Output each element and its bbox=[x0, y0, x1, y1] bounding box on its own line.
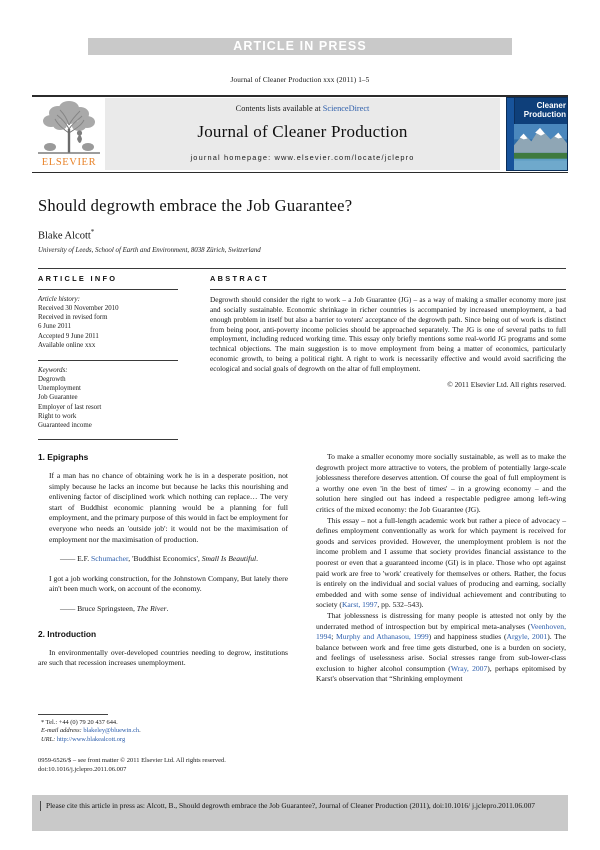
body-column-right bbox=[316, 452, 566, 685]
sciencedirect-link[interactable]: ScienceDirect bbox=[322, 104, 370, 113]
issn-line: 0959-6526/$ – see front matter © 2011 Elsevier Ltd. All rights reserved. bbox=[38, 757, 226, 764]
elsevier-wordmark: ELSEVIER bbox=[41, 157, 97, 168]
info-abstract-top-rule bbox=[38, 268, 566, 269]
right-para3-part-a: That joblessness is distressing for many people is attested not only by the underrated method of introspection but by empirical meta-analyses ( bbox=[316, 610, 566, 631]
epigraph-1-attr-mid: , 'Buddhist Economics', bbox=[128, 554, 202, 564]
article-info-column bbox=[38, 274, 190, 445]
footnote-rule bbox=[38, 714, 108, 715]
reference-link-veenhoven-1994[interactable]: Veenhoven, 1994 bbox=[316, 621, 566, 642]
epigraph-1-attr-prefix: —— E.F. bbox=[60, 554, 92, 564]
article-history-label: Article history: bbox=[38, 295, 80, 303]
right-paragraph-1: To make a smaller economy more socially sustainable, as well as to make the degrowth project more attractive to voters, the problem of potentially large-scale joblessness therefore deserves attention. Of course the goal of full employment is a worthy one even 'in the best of times' – in a growing economy – and the solution here singled out has indeed a respectable pedigree among left-wing critics of the mixed economy: the Job Guarantee (JG). bbox=[316, 452, 566, 514]
right-paragraph-2 bbox=[316, 516, 566, 611]
article-info-rule-1 bbox=[38, 289, 178, 290]
abstract-column bbox=[210, 274, 566, 389]
elsevier-logo bbox=[36, 99, 102, 169]
keyword-item: Right to work bbox=[38, 412, 77, 420]
epigraph-2-text: I got a job working construction, for the Johnstown Company, But lately there ain't been much work, on account of the economy. bbox=[49, 573, 288, 594]
epigraph-2-attribution bbox=[38, 604, 288, 615]
right-para3-part-b: ; bbox=[331, 632, 336, 642]
section-heading-introduction: 2. Introduction bbox=[38, 628, 97, 639]
journal-masthead bbox=[32, 95, 568, 173]
running-head: Journal of Cleaner Production xxx (2011) 1–5 bbox=[230, 76, 370, 84]
epigraph-2-attr-prefix: —— Bruce Springsteen, bbox=[60, 603, 137, 613]
article-in-press-banner: ARTICLE IN PRESS bbox=[88, 38, 512, 55]
article-info-rule-2 bbox=[38, 360, 178, 361]
epigraph-2-attr-end: . bbox=[166, 603, 169, 613]
right-para2-part-a: This essay – not a full-length academic work but rather a piece of advocacy – defines employment conventionally as work for which payment is received for goods and services provided. However, the unemployment problem is bbox=[316, 515, 566, 546]
doi-line: doi:10.1016/j.jclepro.2011.06.007 bbox=[38, 765, 127, 773]
keyword-item: Guaranteed income bbox=[38, 422, 92, 430]
cover-title-line2: Production bbox=[523, 110, 566, 119]
keyword-item: Employer of last resort bbox=[38, 403, 102, 411]
masthead-center-band bbox=[105, 98, 500, 170]
masthead-rule-bottom bbox=[32, 172, 568, 174]
footnote-email bbox=[38, 727, 288, 736]
keyword-item: Unemployment bbox=[38, 385, 81, 393]
article-history-item: Accepted 9 June 2011 bbox=[38, 332, 99, 340]
cite-this-article-text: Please cite this article in press as: Alcott, B., Should degrowth embrace the Job Guarantee?, Journal of Cleaner Production (2011), doi:10.1016/ j.jclepro.2011.06.007 bbox=[40, 801, 560, 811]
right-para3-part-d: ). The balance between work and free time gets disturbed, one is a burden on society, and feelings of uselessness arise. Social stresses range from sub-lower-class exclusion to higher alcohol consumption ( bbox=[316, 632, 567, 673]
abstract-rule bbox=[210, 289, 566, 290]
epigraph-2-attr-songtitle: The River bbox=[136, 603, 167, 613]
author-footnote-marker: * bbox=[90, 228, 95, 236]
article-history-item: 6 June 2011 bbox=[38, 323, 72, 331]
abstract-copyright: © 2011 Elsevier Ltd. All rights reserved. bbox=[447, 380, 566, 390]
reference-link-wray-2007[interactable]: Wray, 2007 bbox=[450, 663, 488, 673]
right-paragraph-3 bbox=[316, 611, 566, 685]
journal-homepage-line[interactable]: journal homepage: www.elsevier.com/locate/jclepro bbox=[190, 153, 415, 162]
footnote-email-link[interactable]: blakeley@bluewin.ch bbox=[83, 727, 140, 735]
contents-prefix: Contents lists available at bbox=[235, 104, 323, 113]
intro-paragraph-1: In environmentally over-developed countries needing to degrow, institutions are such that recession increases unemployment. bbox=[38, 647, 288, 668]
journal-title: Journal of Cleaner Production bbox=[197, 122, 408, 141]
elsevier-tree-icon bbox=[36, 99, 102, 157]
right-para2-emphasis: not bbox=[543, 536, 554, 546]
title-block bbox=[38, 196, 518, 254]
footnote-block bbox=[38, 714, 288, 745]
abstract-text: Degrowth should consider the right to work – a Job Guarantee (JG) – as a way of making a smaller economy more just and socially sustainable. Economic shrinkage in richer countries is accompanied by increased unemployment, a bad enough problem in itself but also a barrier to voters' acceptance of the degrowth path. Since being out of work is distinct from being poor, anti-poverty income policies should be approached separately. The JG is one of several paths to full employment, including reduced working time. This essay only briefly mentions some real-world JG programs and some technical objections. The main suggestion is to move employment from being a matter of economics, particularly economic growth, to being a political right. A right to work is necessarily effective and would avoid sacrificing the ecological and social goals of degrowth on the altar of full employment. bbox=[210, 294, 566, 374]
footnote-url-label: URL: bbox=[41, 735, 56, 743]
section-heading-epigraphs: 1. Epigraphs bbox=[38, 452, 89, 462]
right-para2-part-c: , pp. 532–543). bbox=[377, 600, 424, 610]
article-info-label: ARTICLE INFO bbox=[38, 274, 118, 283]
article-history-item: Received 30 November 2010 bbox=[38, 305, 119, 312]
epigraph-1-text: If a man has no chance of obtaining work he is in a desperate position, not simply because he lacks an income but because he lacks this nourishing and enlivening factor of disciplined work which nothing can replace… The very start of Buddhist economic planning would be a planning for full employment, and the primary purpose of this would in fact be employment for everyone who needs an 'outside job': it would not be the maximisation of employment nor the maximisation of production. bbox=[49, 471, 288, 544]
epigraph-1-attribution bbox=[38, 554, 288, 565]
footnote-telephone: * Tel.: +44 (0) 79 20 437 644. bbox=[41, 718, 118, 726]
right-para2-part-b: the income problem and I assume that society provides financial assistance to the poorest or even that a guaranteed income (GI) is in place. Those who opt against paid work are free to 'work' creatively for themselves or others. Rather, the focus is entirely on the individual and social values of producing and earning, socially embedded and with some sense of individual achievement and contributing to society ( bbox=[316, 536, 566, 610]
journal-cover-thumbnail bbox=[506, 97, 568, 171]
footnote-url bbox=[38, 736, 288, 745]
article-history-item: Received in revised form bbox=[38, 314, 108, 322]
reference-link-argyle-2001[interactable]: Argyle, 2001 bbox=[506, 632, 548, 642]
cover-mountain-photo-icon bbox=[514, 124, 567, 170]
author-list bbox=[38, 228, 518, 242]
cover-title bbox=[516, 101, 566, 119]
keyword-item: Degrowth bbox=[38, 376, 66, 384]
footnote-url-link[interactable]: http://www.blakealcott.org bbox=[56, 735, 126, 743]
epigraph-1-attr-end: . bbox=[256, 554, 259, 564]
author-name: Blake Alcott bbox=[38, 230, 91, 242]
abstract-label: ABSTRACT bbox=[210, 274, 270, 283]
right-para3-part-c: ) and happiness studies ( bbox=[428, 632, 507, 642]
footnote-email-period: . bbox=[139, 727, 141, 735]
issn-copyright-block bbox=[38, 757, 298, 775]
reference-link-schumacher[interactable]: Schumacher bbox=[91, 554, 129, 564]
cite-this-article-box bbox=[32, 795, 568, 831]
masthead-rule-top bbox=[32, 95, 568, 97]
article-history-item: Available online xxx bbox=[38, 341, 96, 349]
right-para3-part-e: ), perhaps epitomised by Karst's observation that “Shrinking employment bbox=[316, 663, 567, 684]
keywords-label: Keywords: bbox=[38, 366, 68, 374]
reference-link-murphy-athanasou-1999[interactable]: Murphy and Athanasou, 1999 bbox=[336, 632, 429, 642]
cover-title-line1: Cleaner bbox=[536, 101, 566, 110]
keyword-item: Job Guarantee bbox=[38, 394, 78, 402]
epigraph-1-attr-booktitle: Small Is Beautiful bbox=[201, 554, 257, 564]
body-column-left bbox=[38, 452, 288, 669]
reference-link-karst-1997[interactable]: Karst, 1997 bbox=[341, 600, 378, 610]
article-info-rule-3 bbox=[38, 439, 178, 440]
footnote-email-label: E-mail address: bbox=[41, 727, 82, 735]
affiliation: University of Leeds, School of Earth and Environment, 8038 Zürich, Switzerland bbox=[38, 246, 261, 254]
contents-available-line bbox=[105, 104, 500, 113]
page-title: Should degrowth embrace the Job Guarantee? bbox=[38, 196, 353, 215]
